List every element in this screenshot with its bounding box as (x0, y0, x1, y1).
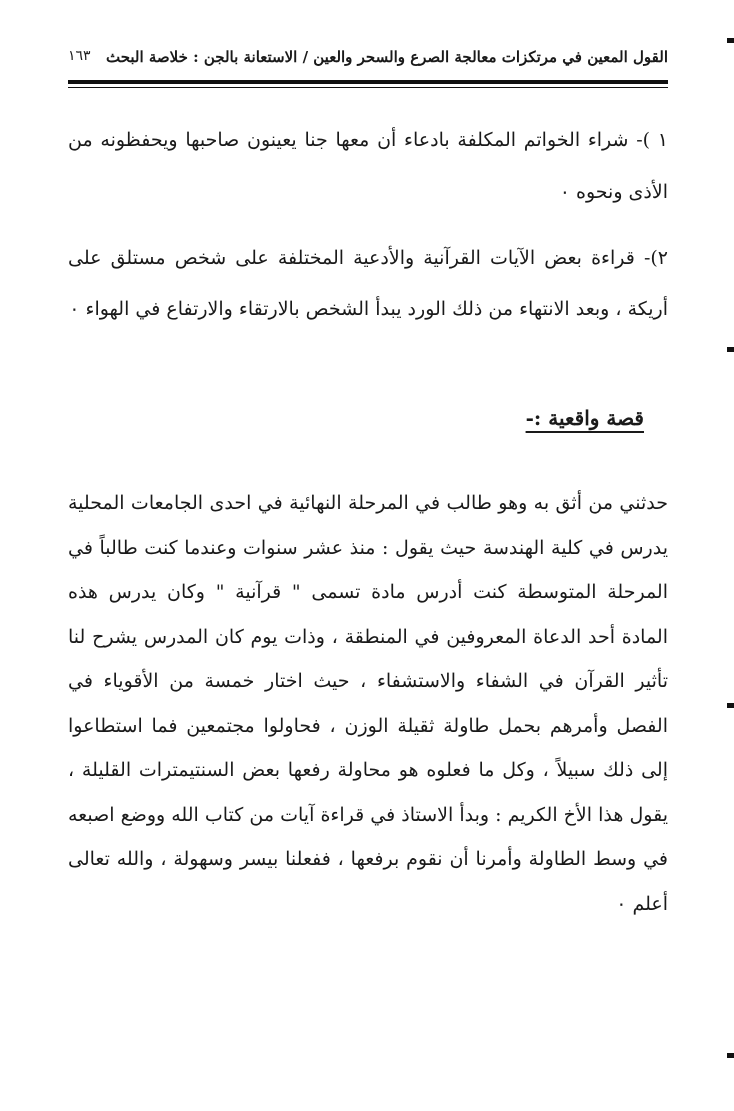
story-paragraph: حدثني من أثق به وهو طالب في المرحلة النهائية في احدى الجامعات المحلية يدرس في كلية الهندسة حيث يقول : منذ عشر سنوات وعندما كنت طالباً في المرحلة المتوسطة كنت أدرس مادة تسمى " قرآنية " وكان يدرس هذه المادة أحد الدعاة المعروفين في المنطقة ، وذات يوم كان المدرس يشرح لنا تأثير القرآن في الشفاء والاستشفاء ، حيث اختار خمسة من الأقوياء في الفصل وأمرهم بحمل طاولة ثقيلة الوزن ، فحاولوا مجتمعين فما استطاعوا إلى ذلك سبيلاً ، وكل ما فعلوه هو محاولة رفعها بعض السنتيمترات القليلة ، يقول هذا الأخ الكريم : وبدأ الاستاذ في قراءة آيات من كتاب الله ووضع اصبعه في وسط الطاولة وأمرنا أن نقوم برفعها ، ففعلنا بيسر وسهولة ، والله تعالى أعلم ٠ (68, 492, 668, 915)
header-rule-thin (68, 87, 668, 88)
list-item-2: ٢)- قراءة بعض الآيات القرآنية والأدعية المختلفة على شخص مستلق على أريكة ، وبعد الانتهاء من ذلك الورد يبدأ الشخص بالارتقاء والارتفاع في الهواء ٠ (68, 247, 668, 320)
list-item-1: ١ )- شراء الخواتم المكلفة بادعاء أن معها جنا يعينون صاحبها ويحفظونه من الأذى ونحوه ٠ (68, 129, 668, 203)
scan-edge-mark-middle (727, 703, 734, 708)
header-rule-thick (68, 80, 668, 84)
story-heading: قصة واقعية :- (525, 406, 644, 430)
running-header (68, 40, 668, 80)
scan-edge-mark-bottom (727, 1053, 734, 1058)
scan-edge-mark-top (727, 38, 734, 43)
scan-edge-mark-upper (727, 347, 734, 352)
page-number: ١٦٣ (68, 48, 91, 64)
running-header-title: القول المعين في مرتكزات معالجة الصرع والسحر والعين / الاستعانة بالجن : خلاصة البحث (105, 48, 668, 66)
